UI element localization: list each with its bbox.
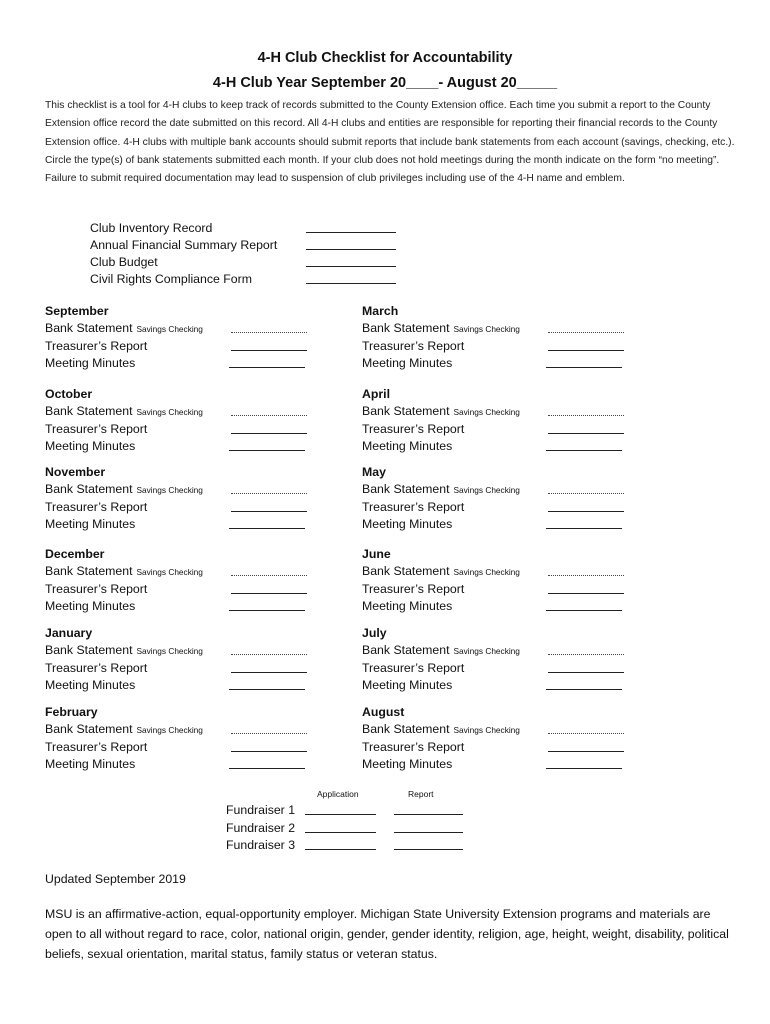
treasurers-report-label: Treasurer’s Report [362,660,465,675]
date-submitted-blank[interactable] [548,654,624,655]
treasurers-report-row [45,421,325,439]
bank-statement-row [45,563,325,581]
account-type-options[interactable]: Savings Checking [136,725,203,735]
bank-statement-label: Bank Statement [45,404,133,418]
meeting-minutes-label: Meeting Minutes [362,517,453,531]
date-submitted-blank[interactable] [548,493,624,494]
record-row-budget [90,254,410,271]
month-block-may [362,464,642,534]
month-block-february [45,704,325,774]
month-name: February [45,705,98,719]
updated-date: Updated September 2019 [45,872,186,886]
treasurers-report-label: Treasurer’s Report [362,581,465,596]
bank-statement-row [362,642,642,660]
bank-statement-label: Bank Statement [362,722,450,736]
month-name: June [362,547,391,561]
fundraiser-label: Fundraiser 3 [226,838,296,852]
bank-statement-row [362,481,642,499]
date-submitted-blank[interactable] [548,433,624,434]
bank-statement-row [45,403,325,421]
month-name: March [362,304,399,318]
treasurers-report-label: Treasurer’s Report [362,499,465,514]
date-submitted-blank[interactable] [229,610,305,611]
meeting-minutes-row [45,438,325,456]
date-submitted-blank[interactable] [231,493,307,494]
meeting-minutes-row [362,355,642,373]
bank-statement-row [45,721,325,739]
date-submitted-blank[interactable] [231,654,307,655]
meeting-minutes-row [362,516,642,534]
account-type-options[interactable]: Savings Checking [136,567,203,577]
bank-statement-row [362,563,642,581]
meeting-minutes-row [362,677,642,695]
month-block-april [362,386,642,456]
record-row-financial-summary [90,237,410,254]
record-row-civil-rights [90,271,410,288]
month-name: January [45,626,93,640]
record-date-blank[interactable] [306,266,396,267]
meeting-minutes-row [362,756,642,774]
treasurers-report-row [362,660,642,678]
bank-statement-label: Bank Statement [45,482,133,496]
meeting-minutes-label: Meeting Minutes [362,439,453,453]
treasurers-report-label: Treasurer’s Report [362,338,465,353]
treasurers-report-label: Treasurer’s Report [362,421,465,436]
treasurers-report-row [362,499,642,517]
bank-statement-label: Bank Statement [362,564,450,578]
date-submitted-blank[interactable] [548,751,624,752]
account-type-options[interactable]: Savings Checking [453,646,520,656]
month-block-october [45,386,325,456]
date-submitted-blank[interactable] [546,528,622,529]
month-name: September [45,304,109,318]
report-blank[interactable] [394,849,463,850]
treasurers-report-row [45,660,325,678]
bank-statement-label: Bank Statement [45,564,133,578]
meeting-minutes-row [362,598,642,616]
treasurers-report-row [45,499,325,517]
bank-statement-row [362,721,642,739]
meeting-minutes-row [45,598,325,616]
treasurers-report-row [45,581,325,599]
application-column-label: Application [317,789,359,799]
annual-records-list [90,220,410,288]
month-block-august [362,704,642,774]
date-submitted-blank[interactable] [231,332,307,333]
month-name: July [362,626,387,640]
date-submitted-blank[interactable] [548,332,624,333]
club-year-line: 4-H Club Year September 20____- August 20_____ [212,75,558,91]
report-column-label: Report [408,789,434,799]
date-submitted-blank[interactable] [548,733,624,734]
record-label: Civil Rights Compliance Form [90,272,252,286]
date-submitted-blank[interactable] [231,672,307,673]
date-submitted-blank[interactable] [548,511,624,512]
treasurers-report-row [362,739,642,757]
record-date-blank[interactable] [306,232,396,233]
month-block-november [45,464,325,534]
account-type-options[interactable]: Savings Checking [453,567,520,577]
account-type-options[interactable]: Savings Checking [453,485,520,495]
date-submitted-blank[interactable] [231,511,307,512]
date-submitted-blank[interactable] [231,733,307,734]
month-block-september [45,303,325,373]
date-submitted-blank[interactable] [231,751,307,752]
equal-opportunity-statement: MSU is an affirmative-action, equal-opportunity employer. Michigan State University Extension programs and materials are open to all without regard to race, color, national origin, gender, gender identity, religion, age, height, weight, disability, political beliefs, sexual orientation, marital status, family status or veteran status. [45,907,729,961]
month-block-july [362,625,642,695]
date-submitted-blank[interactable] [548,415,624,416]
account-type-options[interactable]: Savings Checking [136,485,203,495]
date-submitted-blank[interactable] [548,350,624,351]
meeting-minutes-row [45,355,325,373]
date-submitted-blank[interactable] [548,672,624,673]
bank-statement-label: Bank Statement [45,321,133,335]
application-blank[interactable] [305,832,376,833]
application-blank[interactable] [305,849,376,850]
meeting-minutes-label: Meeting Minutes [362,757,453,771]
record-label: Club Budget [90,255,158,269]
record-row-inventory [90,220,410,237]
account-type-options[interactable]: Savings Checking [453,407,520,417]
treasurers-report-label: Treasurer’s Report [45,660,148,675]
month-name: December [45,547,105,561]
fundraiser-row [226,820,466,838]
meeting-minutes-label: Meeting Minutes [45,599,136,613]
month-block-january [45,625,325,695]
meeting-minutes-label: Meeting Minutes [45,678,136,692]
bank-statement-label: Bank Statement [362,643,450,657]
application-blank[interactable] [305,814,376,815]
meeting-minutes-row [45,677,325,695]
month-block-june [362,546,642,616]
treasurers-report-label: Treasurer’s Report [45,499,148,514]
date-submitted-blank[interactable] [229,450,305,451]
month-name: August [362,705,405,719]
date-submitted-blank[interactable] [231,593,307,594]
treasurers-report-row [362,421,642,439]
date-submitted-blank[interactable] [546,689,622,690]
meeting-minutes-row [45,756,325,774]
treasurers-report-label: Treasurer’s Report [45,739,148,754]
fundraiser-row [226,802,466,820]
meeting-minutes-label: Meeting Minutes [45,517,136,531]
bank-statement-row [45,320,325,338]
meeting-minutes-label: Meeting Minutes [45,439,136,453]
date-submitted-blank[interactable] [231,575,307,576]
treasurers-report-row [362,581,642,599]
record-date-blank[interactable] [306,283,396,284]
account-type-options[interactable]: Savings Checking [136,324,203,334]
intro-paragraph: This checklist is a tool for 4-H clubs to keep track of records submitted to the County Extension office. Each time you submit a report to the County Extension office record the date submitted on this record. All 4-H clubs and entities are responsible for reporting their financial records to the County Extension office. 4-H clubs with multiple bank accounts should submit reports that include bank statements from each account (savings, checking, etc.). Circle the type(s) of bank statements submitted each month. If your club does not hold meetings during the month indicate on the form “no meeting”. Failure to submit required documentation may lead to suspension of club privileges including use of the 4-H name and emblem. [45,100,735,185]
bank-statement-row [362,403,642,421]
bank-statement-label: Bank Statement [362,404,450,418]
bank-statement-label: Bank Statement [45,643,133,657]
account-type-options[interactable]: Savings Checking [453,324,520,334]
date-submitted-blank[interactable] [229,367,305,368]
treasurers-report-label: Treasurer’s Report [45,581,148,596]
account-type-options[interactable]: Savings Checking [453,725,520,735]
date-submitted-blank[interactable] [546,367,622,368]
bank-statement-row [362,320,642,338]
treasurers-report-row [45,338,325,356]
meeting-minutes-row [45,516,325,534]
date-submitted-blank[interactable] [229,689,305,690]
bank-statement-label: Bank Statement [45,722,133,736]
month-block-december [45,546,325,616]
report-blank[interactable] [394,814,463,815]
month-name: November [45,465,106,479]
date-submitted-blank[interactable] [229,768,305,769]
meeting-minutes-row [362,438,642,456]
date-submitted-blank[interactable] [231,350,307,351]
bank-statement-row [45,481,325,499]
date-submitted-blank[interactable] [231,415,307,416]
record-label: Annual Financial Summary Report [90,238,278,252]
date-submitted-blank[interactable] [546,768,622,769]
month-name: October [45,387,93,401]
treasurers-report-row [362,338,642,356]
month-name: April [362,387,391,401]
date-submitted-blank[interactable] [231,433,307,434]
date-submitted-blank[interactable] [229,528,305,529]
treasurers-report-label: Treasurer’s Report [45,421,148,436]
treasurers-report-row [45,739,325,757]
bank-statement-label: Bank Statement [362,482,450,496]
bank-statement-row [45,642,325,660]
date-submitted-blank[interactable] [548,575,624,576]
meeting-minutes-label: Meeting Minutes [362,599,453,613]
account-type-options[interactable]: Savings Checking [136,646,203,656]
date-submitted-blank[interactable] [546,450,622,451]
treasurers-report-label: Treasurer’s Report [45,338,148,353]
fundraiser-label: Fundraiser 1 [226,803,296,817]
fundraiser-label: Fundraiser 2 [226,820,296,835]
treasurers-report-label: Treasurer’s Report [362,739,465,754]
date-submitted-blank[interactable] [548,593,624,594]
meeting-minutes-label: Meeting Minutes [45,757,136,771]
month-name: May [362,465,386,479]
fundraiser-table [226,802,466,855]
page-title: 4-H Club Checklist for Accountability [257,50,513,66]
month-block-march [362,303,642,373]
record-date-blank[interactable] [306,249,396,250]
fundraiser-row [226,837,466,855]
record-label: Club Inventory Record [90,221,213,235]
account-type-options[interactable]: Savings Checking [136,407,203,417]
date-submitted-blank[interactable] [546,610,622,611]
meeting-minutes-label: Meeting Minutes [362,356,453,370]
meeting-minutes-label: Meeting Minutes [45,356,136,370]
bank-statement-label: Bank Statement [362,321,450,335]
report-blank[interactable] [394,832,463,833]
meeting-minutes-label: Meeting Minutes [362,678,453,692]
